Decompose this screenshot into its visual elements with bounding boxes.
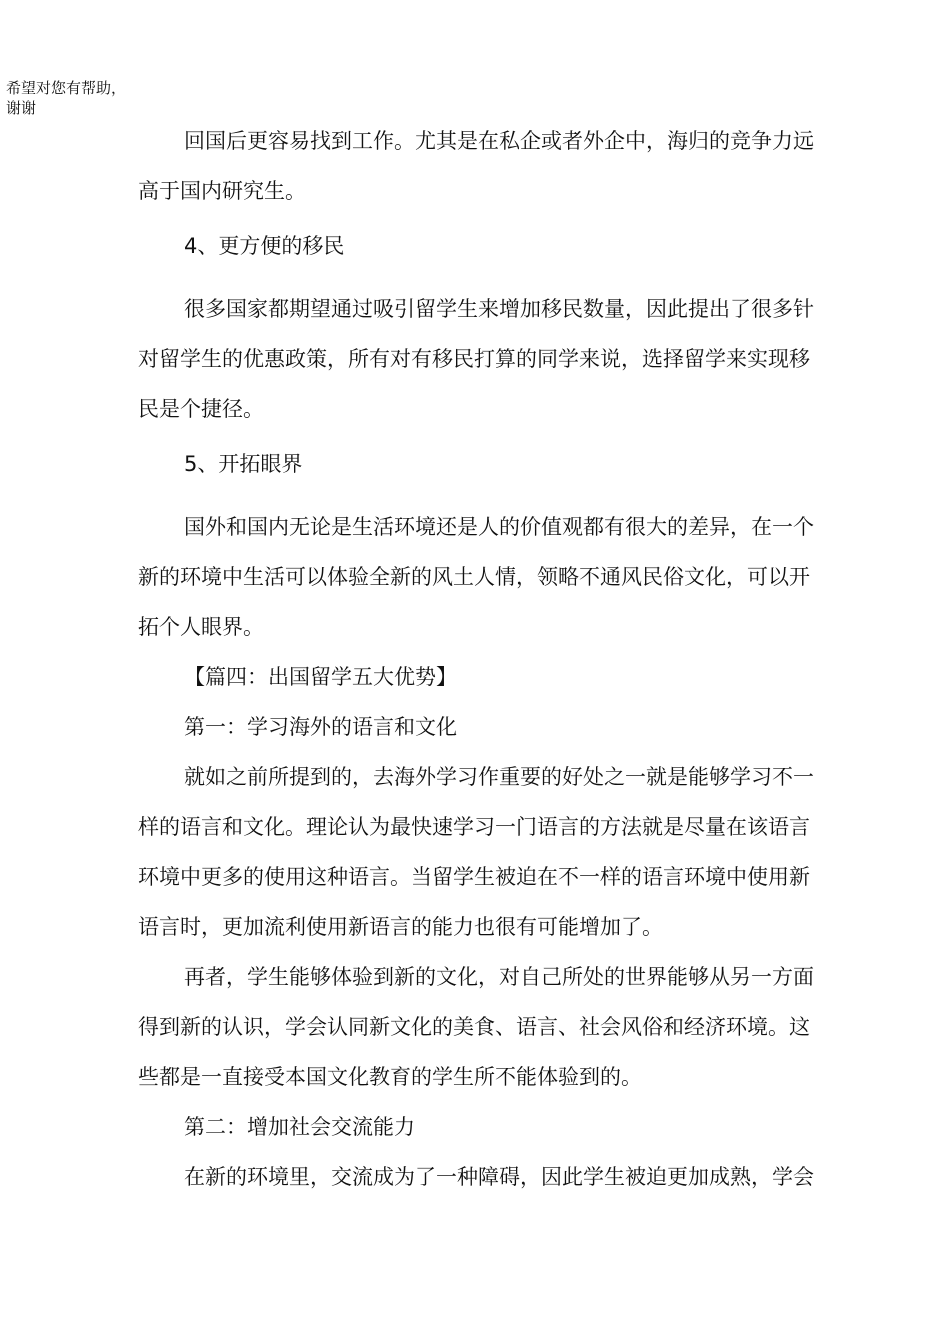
paragraph-line: 些都是一直接受本国文化教育的学生所不能体验到的。 <box>138 1065 642 1089</box>
paragraph-line: 再者，学生能够体验到新的文化，对自己所处的世界能够从另一方面 <box>184 965 814 989</box>
paragraph-line: 拓个人眼界。 <box>138 615 264 639</box>
corner-note-line-1: 希望对您有帮助， <box>6 79 127 97</box>
corner-note-line-2: 谢谢 <box>6 99 37 117</box>
paragraph-line: 就如之前所提到的，去海外学习作重要的好处之一就是能够学习不一 <box>184 765 814 789</box>
paragraph-line: 得到新的认识，学会认同新文化的美食、语言、社会风俗和经济环境。这 <box>138 1015 810 1039</box>
paragraph-line: 回国后更容易找到工作。尤其是在私企或者外企中，海归的竞争力远 <box>184 129 814 153</box>
paragraph-line: 高于国内研究生。 <box>138 179 306 203</box>
paragraph-line: 对留学生的优惠政策，所有对有移民打算的同学来说，选择留学来实现移 <box>138 347 810 371</box>
document-body <box>138 116 824 1202</box>
paragraph-line: 语言时，更加流利使用新语言的能力也很有可能增加了。 <box>138 915 663 939</box>
paragraph-line: 新的环境中生活可以体验全新的风土人情，领略不通风民俗文化，可以开 <box>138 565 810 589</box>
paragraph-line: 民是个捷径。 <box>138 397 264 421</box>
corner-note <box>6 78 126 118</box>
chapter-title: 【篇四：出国留学五大优势】 <box>184 665 457 689</box>
paragraph-line: 国外和国内无论是生活环境还是人的价值观都有很大的差异，在一个 <box>184 515 814 539</box>
paragraph-line: 样的语言和文化。理论认为最快速学习一门语言的方法就是尽量在该语言 <box>138 815 810 839</box>
paragraph-line: 很多国家都期望通过吸引留学生来增加移民数量，因此提出了很多针 <box>184 297 814 321</box>
paragraph-line: 在新的环境里，交流成为了一种障碍，因此学生被迫更加成熟，学会 <box>184 1165 814 1189</box>
section-heading: 第一：学习海外的语言和文化 <box>184 715 457 739</box>
section-heading: 第二：增加社会交流能力 <box>184 1115 415 1139</box>
paragraph-line: 环境中更多的使用这种语言。当留学生被迫在不一样的语言环境中使用新 <box>138 865 810 889</box>
section-heading: 4、更方便的移民 <box>184 234 345 258</box>
section-heading: 5、开拓眼界 <box>184 452 303 476</box>
